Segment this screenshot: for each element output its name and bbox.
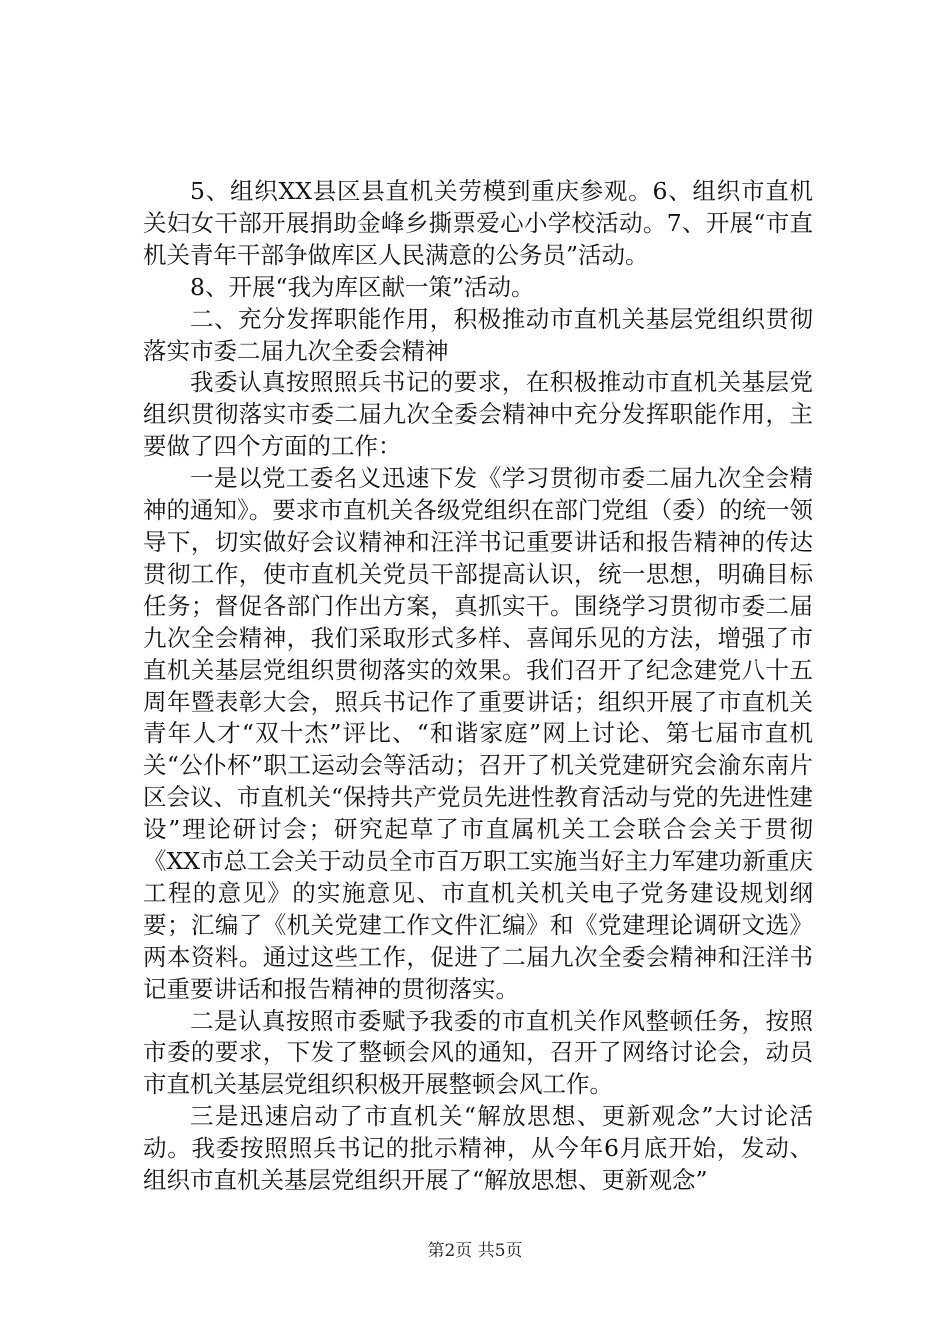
section-heading-2: 二、充分发挥职能作用，积极推动市直机关基层党组织贯彻落实市委二届九次全委会精神	[143, 304, 813, 365]
paragraph-item-8: 8、开展“我为库区献一策”活动。	[190, 272, 535, 301]
paragraph-items-5-7: 5、组织XX县区县直机关劳模到重庆参观。6、组织市直机关妇女干部开展捐助金峰乡撕票爱心小学校活动。7、开展“市直机关青年干部争做库区人民满意的公务员”活动。	[143, 177, 813, 269]
document-body	[143, 176, 813, 1197]
paragraph-point-2: 二是认真按照市委赋予我委的市直机关作风整顿任务，按照市委的要求，下发了整顿会风的通知，召开了网络讨论会，动员市直机关基层党组织积极开展整顿会风工作。	[143, 1006, 813, 1099]
paragraph-point-1: 一是以党工委名义迅速下发《学习贯彻市委二届九次全会精神的通知》。要求市直机关各级党组织在部门党组（委）的统一领导下，切实做好会议精神和汪洋书记重要讲话和报告精神的传达贯彻工作，使市直机关党员干部提高认识，统一思想，明确目标任务；督促各部门作出方案，真抓实干。围绕学习贯彻市委二届九次全会精神，我们采取形式多样、喜闻乐见的方法，增强了市直机关基层党组织贯彻落实的效果。我们召开了纪念建党八十五周年暨表彰大会，照兵书记作了重要讲话；组织开展了市直机关青年人才“双十杰”评比、“和谐家庭”网上讨论、第七届市直机关“公仆杯”职工运动会等活动；召开了机关党建研究会渝东南片区会议、市直机关“保持共产党员先进性教育活动与党的先进性建设”理论研讨会；研究起草了市直属机关工会联合会关于贯彻《XX市总工会关于动员全市百万职工实施当好主力军建功新重庆工程的意见》的实施意见、市直机关机关电子党务建设规划纲要；汇编了《机关党建工作文件汇编》和《党建理论调研文选》两本资料。通过这些工作，促进了二届九次全委会精神和汪洋书记重要讲话和报告精神的贯彻落实。	[143, 464, 814, 1003]
page-number-footer: 第2页 共5页	[427, 1241, 523, 1261]
paragraph-intro: 我委认真按照照兵书记的要求，在积极推动市直机关基层党组织贯彻落实市委二届九次全委会精神中充分发挥职能作用，主要做了四个方面的工作：	[143, 368, 813, 461]
paragraph-point-3: 三是迅速启动了市直机关“解放思想、更新观念”大讨论活动。我委按照照兵书记的批示精神，从今年6月底开始，发动、组织市直机关基层党组织开展了“解放思想、更新观念”	[143, 1102, 813, 1195]
